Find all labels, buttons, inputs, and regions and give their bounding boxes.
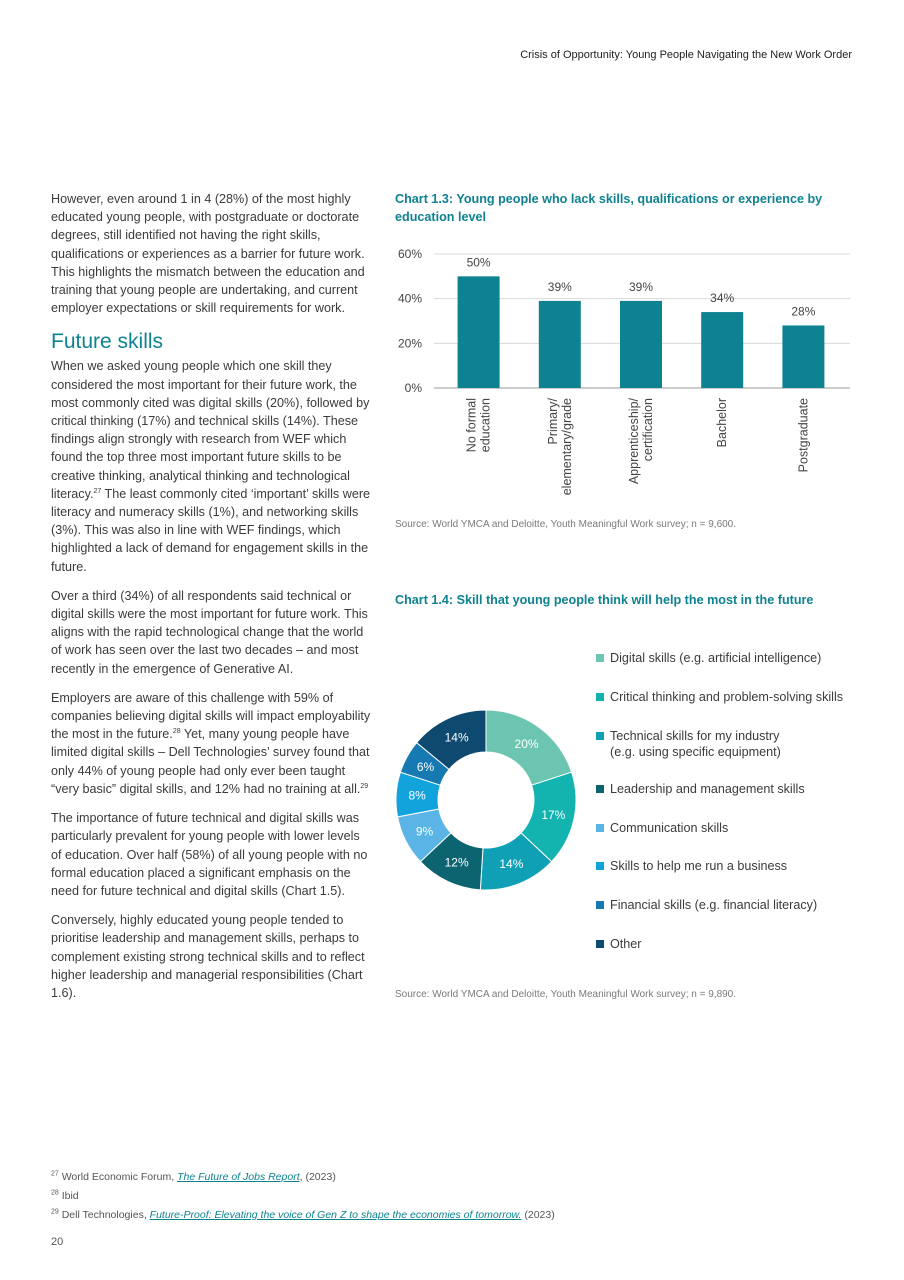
bar-value-label: 39% — [547, 279, 572, 294]
slice-value-label: 8% — [408, 788, 426, 803]
footnote: $^{28}$ Ibid — [51, 1189, 79, 1202]
slice-value-label: 20% — [514, 737, 539, 752]
page-number: 20 — [51, 1236, 64, 1248]
footnote: $^{29}$ Dell Technologies, Future-Proof: Elevating the voice of Gen Z to shape the economies of tomorrow. (2023) — [51, 1208, 555, 1221]
body-text-column — [51, 190, 373, 1013]
donut-chart-source: Source: World YMCA and Deloitte, Youth Meaningful Work survey; n = 9,890. — [395, 989, 737, 1000]
section-heading: Future skills — [51, 330, 164, 354]
paragraph-2: When we asked young people which one skill they considered the most important for their future work, the most commonly cited was digital skills (20%), followed by critical thinking (17%) and technical skills (14%). These findings align strongly with research from WEF which found the top three most important future skills to be creative thinking, analytical thinking and technological literacy.$^{27}$ The least commonly cited ‘important’ skills were literacy and numeracy skills (1%), and networking skills (3%). This was also in line with WEF findings, which highlighted a lack of demand for engagement skills in the future. — [51, 359, 371, 574]
x-tick-label-line: education — [478, 398, 493, 453]
x-tick-label-line: Bachelor — [715, 398, 730, 448]
bar — [701, 312, 743, 388]
legend-swatch — [596, 862, 604, 870]
slice-value-label: 17% — [541, 808, 566, 823]
footnote-link[interactable]: The Future of Jobs Report — [177, 1171, 300, 1183]
legend-label: Other — [610, 937, 642, 951]
legend-swatch — [596, 693, 604, 701]
bar — [458, 276, 500, 388]
x-tick-label-line: elementary/grade — [559, 398, 574, 496]
paragraph-1: However, even around 1 in 4 (28%) of the most highly educated young people, with postgraduate or doctorate degrees, still identified not having the right skills, qualifications or experiences as a barrier for future work. This highlights the mismatch between the education and training that young people are undertaking, and current employer expectations or skill requirements for work. — [51, 192, 365, 316]
legend-swatch — [596, 901, 604, 909]
bar — [539, 301, 581, 388]
paragraph-5: The importance of future technical and digital skills was particularly prevalent for young people with lower levels of education. Over half (58%) of all young people with no formal education placed a significant emphasis on the need for future technical and digital skills (Chart 1.5). — [51, 811, 368, 898]
running-header: Crisis of Opportunity: Young People Navigating the New Work Order — [520, 49, 852, 61]
bar — [782, 325, 824, 388]
legend-swatch — [596, 940, 604, 948]
paragraph-6: Conversely, highly educated young people tended to prioritise leadership and management skills, perhaps to complement existing strong technical skills and to reflect higher leadership and managerial responsibilities (Chart 1.6). — [51, 913, 365, 1000]
legend-swatch — [596, 785, 604, 793]
legend-label: Technical skills for my industry (e.g. using specific equipment) — [610, 729, 781, 759]
legend-label: Communication skills — [610, 821, 729, 835]
bar-chart — [390, 240, 860, 510]
footnote: $^{27}$ World Economic Forum, The Future of Jobs Report, (2023) — [51, 1170, 336, 1183]
footnote-number: 28 — [51, 1189, 59, 1197]
x-tick-label-line: No formal — [464, 398, 479, 453]
slice-value-label: 14% — [444, 730, 469, 745]
y-tick-label: 40% — [397, 291, 422, 306]
x-tick-label-line: certification — [641, 398, 655, 462]
paragraph-4: Employers are aware of this challenge with 59% of companies believing digital skills will impact employability the most in the future.$^{28}$ Yet, many young people have limited digital skills – Dell Technologies’ survey found that only 44% of young people had only ever been taught “very basic” digital skills, and 12% had no training at all.$^{29}$ — [51, 690, 371, 796]
x-tick-label-line: Postgraduate — [796, 398, 811, 473]
legend-swatch — [596, 654, 604, 662]
legend-swatch — [596, 732, 604, 740]
legend-swatch — [596, 824, 604, 832]
y-tick-label: 60% — [397, 247, 422, 261]
footnote-number: 27 — [51, 1170, 59, 1178]
bar-chart-source: Source: World YMCA and Deloitte, Youth Meaningful Work survey; n = 9,600. — [395, 519, 737, 530]
paragraph-3: Over a third (34%) of all respondents said technical or digital skills were the most important for future work. This aligns with the rapid technological change that the world of work has seen over the last two decades – and most recently in the emergence of Generative AI. — [51, 588, 368, 676]
x-tick-label — [796, 398, 810, 472]
bar-value-label: 50% — [466, 255, 491, 270]
slice-value-label: 6% — [416, 759, 435, 774]
legend-label: Digital skills (e.g. artificial intelligence) — [610, 651, 822, 665]
bar-chart-title: Chart 1.3: Young people who lack skills, qualifications or experience by education level — [395, 192, 823, 224]
legend-label: Critical thinking and problem-solving skills — [610, 690, 844, 704]
legend-label: Financial skills (e.g. financial literacy) — [610, 898, 818, 912]
footnote-link[interactable]: Future-Proof: Elevating the voice of Gen Z to shape the economies of tomorrow. — [149, 1209, 522, 1221]
footnote-ref-29[interactable]: 29 — [360, 782, 369, 790]
bar-value-label: 39% — [628, 279, 654, 294]
legend-label: Leadership and management skills — [610, 782, 805, 796]
footnotes — [51, 1168, 555, 1225]
x-tick-label — [715, 398, 729, 447]
slice-value-label: 12% — [444, 855, 469, 870]
footnote-ref-27[interactable]: 27 — [93, 487, 102, 495]
bar-value-label: 28% — [791, 304, 816, 319]
footnote-ref-28[interactable]: 28 — [172, 728, 181, 736]
donut-chart-title: Chart 1.4: Skill that young people think will help the most in the future — [395, 593, 814, 607]
y-tick-label: 0% — [404, 381, 422, 395]
y-tick-label: 20% — [397, 336, 422, 351]
footnote-number: 29 — [51, 1208, 59, 1216]
legend-label: Skills to help me run a business — [610, 859, 788, 873]
bar-value-label: 34% — [710, 291, 735, 306]
x-tick-label — [627, 397, 655, 484]
x-tick-label — [546, 397, 574, 495]
x-tick-label-line: Primary/ — [545, 398, 560, 445]
x-tick-label — [465, 398, 493, 452]
donut-chart — [390, 705, 590, 895]
bar — [620, 301, 662, 388]
slice-value-label: 9% — [415, 824, 434, 839]
x-tick-label-line: Apprenticeship/ — [627, 398, 641, 485]
slice-value-label: 14% — [499, 857, 524, 872]
